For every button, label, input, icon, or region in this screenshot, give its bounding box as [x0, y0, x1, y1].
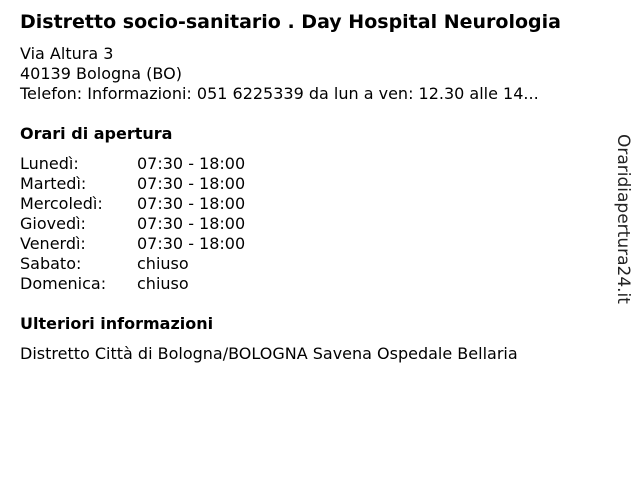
hours-value: chiuso	[137, 254, 189, 273]
page-title: Distretto socio-sanitario . Day Hospital Neurologia	[20, 11, 561, 33]
address-block	[20, 44, 539, 104]
day-label: Lunedì:	[20, 154, 79, 173]
day-label: Domenica:	[20, 274, 107, 293]
hours-row-monday	[20, 154, 245, 174]
hours-row-friday	[20, 234, 245, 254]
hours-value: 07:30 - 18:00	[137, 234, 246, 253]
hours-value: 07:30 - 18:00	[137, 194, 246, 213]
day-label: Sabato:	[20, 254, 82, 273]
hours-value: 07:30 - 18:00	[137, 174, 246, 193]
hours-value: chiuso	[137, 274, 189, 293]
city-postcode: 40139 Bologna (BO)	[20, 64, 182, 83]
day-label: Mercoledì:	[20, 194, 103, 213]
more-info-text: Distretto Città di Bologna/BOLOGNA Savena Ospedale Bellaria	[20, 344, 518, 363]
watermark-text: Oraridiapertura24.it	[613, 134, 633, 304]
hours-row-thursday	[20, 214, 245, 234]
hours-row-sunday	[20, 274, 245, 294]
day-label: Giovedì:	[20, 214, 86, 233]
hours-row-saturday	[20, 254, 245, 274]
hours-row-wednesday	[20, 194, 245, 214]
day-label: Martedì:	[20, 174, 87, 193]
hours-value: 07:30 - 18:00	[137, 214, 246, 233]
more-info-heading: Ulteriori informazioni	[20, 314, 214, 333]
day-label: Venerdì:	[20, 234, 86, 253]
opening-hours-table	[20, 154, 245, 294]
opening-hours-heading: Orari di apertura	[20, 124, 173, 143]
street-address: Via Altura 3	[20, 44, 114, 63]
hours-value: 07:30 - 18:00	[137, 154, 246, 173]
phone-info: Telefon: Informazioni: 051 6225339 da lun a ven: 12.30 alle 14...	[20, 84, 539, 103]
site-watermark	[610, 134, 636, 314]
hours-row-tuesday	[20, 174, 245, 194]
